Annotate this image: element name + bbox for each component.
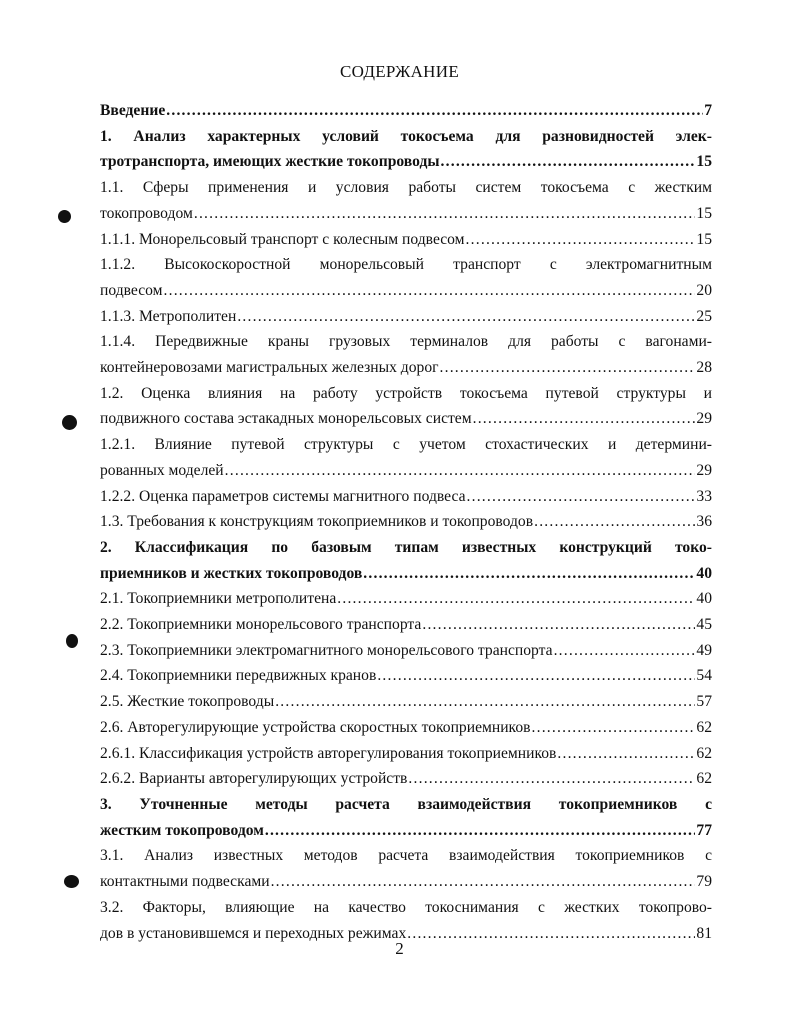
dot-leader <box>337 586 695 612</box>
toc-entry <box>100 741 712 767</box>
toc-page-number: 49 <box>696 641 712 659</box>
toc-entry-text: 1.2. Оценка влияния на работу устройств токосъема путевой структуры и <box>100 384 712 402</box>
dot-leader <box>467 484 696 510</box>
toc-page-number: 40 <box>696 564 712 582</box>
toc-entry-text: 3. Уточненные методы расчета взаимодействия токоприемников с <box>100 795 712 813</box>
dot-leader <box>194 201 696 227</box>
toc-entry-text: 1.1.4. Передвижные краны грузовых терминалов для работы с вагонами- <box>100 333 712 351</box>
dot-leader <box>557 741 695 767</box>
toc-page-number: 15 <box>696 204 712 222</box>
toc-entry-text: 1.1.3. Метрополитен <box>100 307 237 325</box>
binder-hole-mark <box>62 415 77 430</box>
dot-leader <box>473 406 696 432</box>
toc-entry-text: 2.6.2. Варианты авторегулирующих устройств <box>100 770 408 788</box>
toc-entry-text: 2.4. Токоприемники передвижных кранов <box>100 667 377 685</box>
page-number: 2 <box>395 939 404 958</box>
toc-page-number: 57 <box>696 693 712 711</box>
dot-leader <box>534 509 695 535</box>
toc-page-number: 29 <box>696 461 712 479</box>
toc-page-number: 81 <box>696 924 712 942</box>
dot-leader <box>554 638 696 664</box>
dot-leader <box>532 715 696 741</box>
toc-entry-text: 3.2. Факторы, влияющие на качество токоснимания с жестких токопрово- <box>100 898 712 916</box>
toc-page-number: 28 <box>696 359 712 377</box>
toc-entry <box>100 689 712 715</box>
page-title: СОДЕРЖАНИЕ <box>339 62 460 81</box>
toc-entry <box>100 304 712 330</box>
toc-page-number: 25 <box>696 307 712 325</box>
dot-leader <box>166 98 703 124</box>
dot-leader <box>265 818 696 844</box>
toc-entry-text: 2.2. Токоприемники монорельсового транспорта <box>100 616 422 634</box>
dot-leader <box>271 869 696 895</box>
dot-leader <box>225 458 696 484</box>
toc-entry-text: 2.6. Авторегулирующие устройства скоростных токоприемников <box>100 718 531 736</box>
toc-entry-text-continued: дов в установившемся и переходных режимах <box>100 924 407 942</box>
toc-entry <box>100 124 712 175</box>
toc-entry-text-continued: жестким токопроводом <box>100 821 264 839</box>
binder-hole-mark <box>58 210 71 223</box>
toc-entry-text-continued: рованных моделей <box>100 461 224 479</box>
toc-entry-text: 2.5. Жесткие токопроводы <box>100 693 275 711</box>
toc-entry-text: 1.2.1. Влияние путевой структуры с учетом стохастических и детермини- <box>100 436 712 454</box>
dot-leader <box>466 227 696 253</box>
toc-entry <box>100 329 712 380</box>
table-of-contents <box>100 98 712 946</box>
toc-entry <box>100 766 712 792</box>
toc-entry <box>100 509 712 535</box>
toc-entry-text: Введение <box>100 102 166 119</box>
toc-entry <box>100 535 712 586</box>
dot-leader <box>441 149 696 175</box>
toc-entry <box>100 252 712 303</box>
toc-entry <box>100 175 712 226</box>
toc-entry <box>100 792 712 843</box>
dot-leader <box>237 304 695 330</box>
toc-entry-text: 3.1. Анализ известных методов расчета взаимодействия токоприемников с <box>100 847 712 865</box>
toc-entry-text: 2.6.1. Классификация устройств авторегулирования токоприемников <box>100 744 557 762</box>
toc-entry <box>100 638 712 664</box>
toc-entry-text-continued: подвесом <box>100 281 163 299</box>
toc-entry-text-continued: тротранспорта, имеющих жесткие токопроводы <box>100 153 440 171</box>
toc-entry-text-continued: токопроводом <box>100 204 193 222</box>
toc-entry-text-continued: подвижного состава эстакадных монорельсовых систем <box>100 410 472 428</box>
toc-entry <box>100 98 712 124</box>
toc-entry-text: 1. Анализ характерных условий токосъема для разновидностей элек- <box>100 127 712 145</box>
toc-entry <box>100 381 712 432</box>
toc-entry-text: 1.1.1. Монорельсовый транспорт с колесным подвесом <box>100 230 465 248</box>
toc-page-number: 77 <box>696 821 712 839</box>
toc-entry <box>100 432 712 483</box>
toc-entry <box>100 586 712 612</box>
toc-entry-text: 1.3. Требования к конструкциям токоприемников и токопроводов <box>100 513 534 531</box>
dot-leader <box>422 612 695 638</box>
dot-leader <box>377 663 695 689</box>
dot-leader <box>440 355 696 381</box>
binder-hole-mark <box>64 875 79 888</box>
toc-page-number: 45 <box>696 616 712 634</box>
toc-page-number: 40 <box>696 590 712 608</box>
toc-entry <box>100 663 712 689</box>
dot-leader <box>408 766 695 792</box>
toc-entry <box>100 484 712 510</box>
toc-entry <box>100 843 712 894</box>
toc-page-number: 36 <box>696 513 712 531</box>
toc-page-number: 20 <box>696 281 712 299</box>
toc-entry-text-continued: приемников и жестких токопроводов <box>100 564 363 582</box>
toc-page-number: 15 <box>696 153 712 171</box>
toc-page-number: 7 <box>704 102 712 119</box>
toc-entry <box>100 612 712 638</box>
toc-page-number: 62 <box>696 744 712 762</box>
toc-entry-text: 1.1. Сферы применения и условия работы систем токосъема с жестким <box>100 179 712 197</box>
toc-entry-text-continued: контейнеровозами магистральных железных дорог <box>100 359 439 377</box>
toc-page-number: 15 <box>696 230 712 248</box>
toc-entry <box>100 715 712 741</box>
toc-page-number: 29 <box>696 410 712 428</box>
toc-page-number: 62 <box>696 770 712 788</box>
toc-page-number: 54 <box>696 667 712 685</box>
dot-leader <box>363 561 695 587</box>
toc-entry-text: 1.1.2. Высокоскоростной монорельсовый транспорт с электромагнитным <box>100 256 712 274</box>
binder-hole-mark <box>66 634 78 648</box>
toc-entry <box>100 227 712 253</box>
dot-leader <box>164 278 696 304</box>
dot-leader <box>275 689 695 715</box>
toc-page-number: 33 <box>696 487 712 505</box>
toc-page-number: 79 <box>696 873 712 891</box>
toc-entry-text: 2.1. Токоприемники метрополитена <box>100 590 337 608</box>
toc-entry-text-continued: контактными подвесками <box>100 873 270 891</box>
toc-entry-text: 2. Классификация по базовым типам известных конструкций токо- <box>100 538 712 556</box>
toc-entry-text: 1.2.2. Оценка параметров системы магнитного подвеса <box>100 487 466 505</box>
toc-entry-text: 2.3. Токоприемники электромагнитного монорельсового транспорта <box>100 641 553 659</box>
toc-page-number: 62 <box>696 718 712 736</box>
